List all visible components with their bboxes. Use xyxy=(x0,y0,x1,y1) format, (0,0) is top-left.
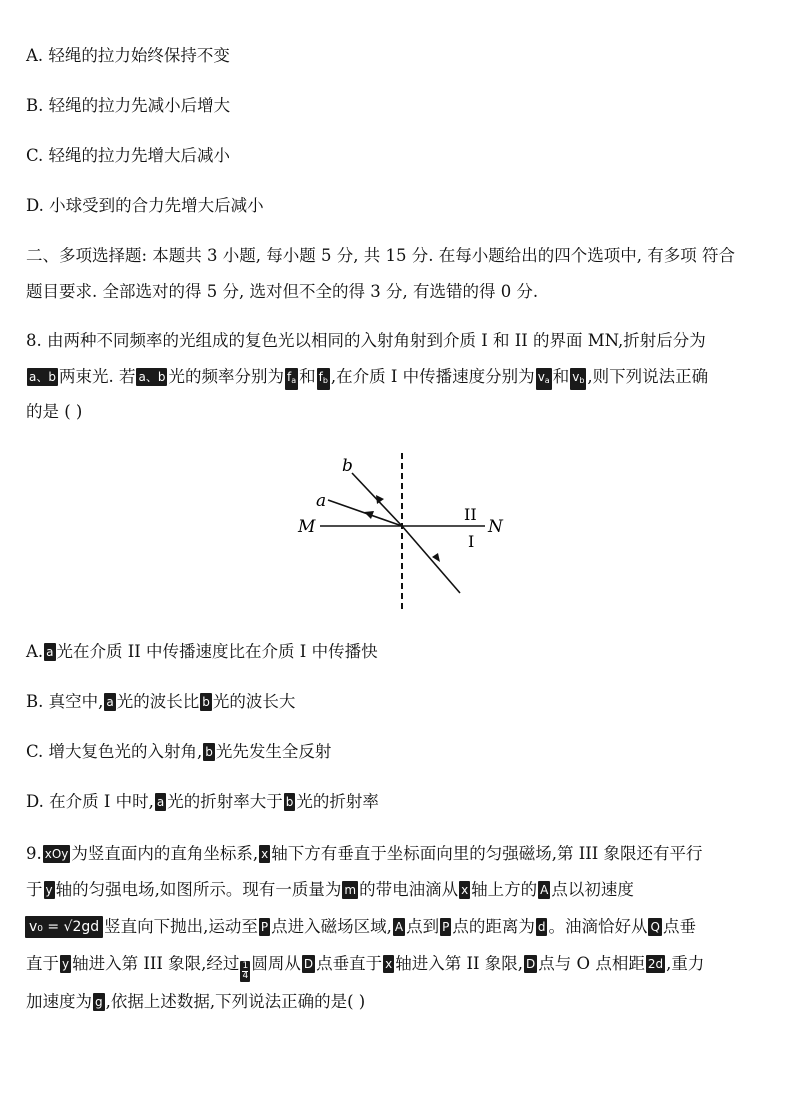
var-box: Q xyxy=(650,920,660,934)
refraction-diagram xyxy=(280,445,520,620)
text: 点垂 xyxy=(662,917,696,936)
text: 。油滴恰好从 xyxy=(548,917,648,936)
var-box: g xyxy=(95,995,103,1009)
q8-option-b xyxy=(26,693,295,711)
text: ,则下列说法正确 xyxy=(587,367,709,386)
var-box: a xyxy=(156,795,165,809)
fraction-box xyxy=(240,961,250,982)
text: 轴进入第 III 象限,经过 xyxy=(72,954,240,973)
q7-option-b: B. 轻绳的拉力先减小后增大 xyxy=(26,96,231,115)
text: 点到 xyxy=(406,917,440,936)
text: 点以初速度 xyxy=(551,880,634,899)
text: 点进入磁场区域, xyxy=(271,917,392,936)
var-box: d xyxy=(537,920,546,934)
var-sub: b xyxy=(322,376,328,385)
text: 点的距离为 xyxy=(452,917,535,936)
label-m: M xyxy=(298,517,316,537)
text: 轴下方有垂直于坐标面向里的匀强磁场,第 III 象限还有平行 xyxy=(271,844,703,863)
var-box xyxy=(317,368,330,390)
q8-stem-line3: 的是 ( ) xyxy=(26,402,83,421)
var-main: f xyxy=(318,370,323,384)
var-box: b xyxy=(285,795,294,809)
text: 9. xyxy=(26,844,42,863)
q8-stem-line2 xyxy=(26,368,708,390)
var-box: D xyxy=(303,957,314,971)
incident-ray xyxy=(402,526,460,593)
var-main: v xyxy=(537,370,545,384)
text: 和 xyxy=(299,367,316,386)
var-main: f xyxy=(286,370,292,384)
var-box: a xyxy=(106,695,114,709)
var-box: x xyxy=(385,957,393,971)
var-box: xOy xyxy=(44,847,69,861)
var-main: v xyxy=(572,370,580,384)
text: 直于 xyxy=(26,954,59,973)
text: B. 真空中, xyxy=(26,692,104,711)
text: 和 xyxy=(552,367,570,386)
text: 轴上方的 xyxy=(471,880,538,899)
var-box: m xyxy=(344,883,357,897)
text: 于 xyxy=(26,880,43,899)
text: A. xyxy=(26,642,44,661)
text: 光的折射率 xyxy=(296,792,379,811)
q9-stem-line1 xyxy=(26,845,703,863)
fraction-numerator: 1 xyxy=(242,961,249,971)
text: 轴的匀强电场,如图所示。现有一质量为 xyxy=(55,880,342,899)
var-box: b xyxy=(205,745,213,759)
text: 点与 O 点相距 xyxy=(538,954,645,973)
text: 两束光. 若 xyxy=(58,367,136,386)
var-box: D xyxy=(526,957,536,971)
label-medium-i: I xyxy=(468,532,475,551)
q7-option-a: A. 轻绳的拉力始终保持不变 xyxy=(26,46,230,65)
var-box: a、b xyxy=(138,370,166,384)
var-box: y xyxy=(62,957,70,971)
q9-stem-line5 xyxy=(26,993,365,1011)
var-box: P xyxy=(442,920,450,934)
var-sub: a xyxy=(291,376,297,385)
text: D. 在介质 I 中时, xyxy=(26,792,154,811)
var-box: x xyxy=(461,883,469,897)
label-a: a xyxy=(316,491,327,511)
label-medium-ii: II xyxy=(464,505,477,524)
var-box xyxy=(285,368,298,390)
q7-option-c: C. 轻绳的拉力先增大后减小 xyxy=(26,146,231,165)
var-box: a xyxy=(46,645,54,659)
text: 光的波长比 xyxy=(116,692,200,711)
q8-option-c xyxy=(26,743,331,761)
ray-a-arrow xyxy=(364,511,374,519)
text: 的带电油滴从 xyxy=(359,880,459,899)
text: 光的折射率大于 xyxy=(167,792,283,811)
incident-arrow xyxy=(432,553,440,562)
var-box: x xyxy=(261,847,269,861)
text: 点垂直于 xyxy=(316,954,383,973)
q8-stem-line1: 8. 由两种不同频率的光组成的复色光以相同的入射角射到介质 I 和 II 的界面 MN,折射后分为 xyxy=(26,331,706,350)
var-box: b xyxy=(202,695,210,709)
var-box: A xyxy=(394,920,404,934)
label-b: b xyxy=(342,456,353,476)
text: ,依据上述数据,下列说法正确的是( ) xyxy=(105,992,366,1011)
var-box xyxy=(536,368,552,390)
text: ,重力 xyxy=(666,954,705,973)
q7-option-d: D. 小球受到的合力先增大后减小 xyxy=(26,196,264,215)
var-sub: a xyxy=(544,376,550,385)
section-2-instructions-line1: 二、多项选择题: 本题共 3 小题, 每小题 5 分, 共 15 分. 在每小题给出的四个选项中, 有多项 符合 xyxy=(26,246,735,265)
var-box: y xyxy=(45,883,53,897)
var-box: 2d xyxy=(647,957,664,971)
var-box: P xyxy=(260,920,269,934)
var-sub: b xyxy=(579,376,585,385)
var-box xyxy=(570,368,586,390)
text: 圆周从 xyxy=(251,954,301,973)
text: 竖直向下抛出,运动至 xyxy=(104,917,258,936)
label-n: N xyxy=(488,517,503,537)
text: 光的频率分别为 xyxy=(168,367,284,386)
text: 光先发生全反射 xyxy=(215,742,332,761)
text: 为竖直面内的直角坐标系, xyxy=(71,844,259,863)
q9-stem-line3 xyxy=(24,916,696,938)
text: 加速度为 xyxy=(26,992,92,1011)
var-box: a、b xyxy=(29,370,56,384)
text: ,在介质 I 中传播速度分别为 xyxy=(330,367,535,386)
text: 轴进入第 II 象限, xyxy=(395,954,524,973)
formula-box: v₀ = √2gd xyxy=(25,916,103,938)
q8-option-d xyxy=(26,793,379,811)
section-2-instructions-line2: 题目要求. 全部选对的得 5 分, 选对但不全的得 3 分, 有选错的得 0 分. xyxy=(26,282,539,301)
text: 光的波长大 xyxy=(212,692,296,711)
var-box: A xyxy=(540,883,549,897)
text: C. 增大复色光的入射角, xyxy=(26,742,203,761)
fraction-denominator: 4 xyxy=(242,971,249,981)
q9-stem-line2 xyxy=(26,881,634,899)
q9-stem-line4 xyxy=(26,955,704,982)
q8-option-a xyxy=(26,643,378,661)
text: 光在介质 II 中传播速度比在介质 I 中传播快 xyxy=(56,642,378,661)
